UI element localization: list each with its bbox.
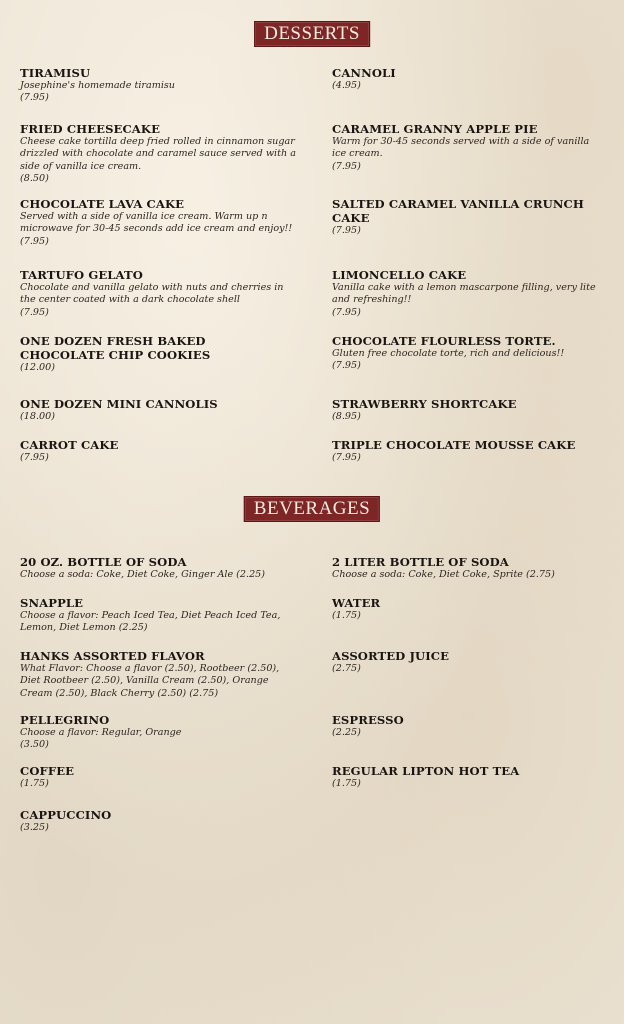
item-name: SALTED CARAMEL VANILLA CRUNCH CAKE <box>332 197 584 225</box>
item-description: Warm for 30-45 seconds served with a side of vanilla ice cream. <box>332 136 590 160</box>
item-name: CANNOLI <box>332 66 396 80</box>
item-description: Gluten free chocolate torte, rich and delicious!! <box>332 348 565 359</box>
desserts-heading: DESSERTS <box>254 21 370 47</box>
menu-item-2-liter-soda <box>332 555 604 581</box>
item-name: SNAPPLE <box>20 596 84 610</box>
menu-item-coffee <box>20 764 302 790</box>
menu-item-mini-cannolis <box>20 397 302 423</box>
item-description: Served with a side of vanilla ice cream. Warm up n microwave for 30-45 seconds add ice cream and enjoy!! <box>20 211 293 235</box>
item-name: TIRAMISU <box>20 66 91 80</box>
item-price: (1.75) <box>332 610 361 621</box>
menu-item-tiramisu <box>20 66 302 105</box>
menu-item-20oz-soda <box>20 555 302 581</box>
item-description: Choose a soda: Coke, Diet Coke, Ginger Ale (2.25) <box>20 569 266 580</box>
item-name: CHOCOLATE LAVA CAKE <box>20 197 185 211</box>
item-name: WATER <box>332 596 381 610</box>
item-price: (7.95) <box>20 306 49 318</box>
item-name: COFFEE <box>20 764 75 778</box>
item-description: Josephine's homemade tiramisu <box>20 80 175 91</box>
item-price: (2.25) <box>332 727 361 738</box>
menu-item-pellegrino <box>20 713 302 752</box>
item-name: CARAMEL GRANNY APPLE PIE <box>332 122 538 136</box>
menu-item-chocolate-chip-cookies <box>20 334 290 374</box>
item-price: (3.25) <box>20 822 49 833</box>
menu-item-espresso <box>332 713 604 739</box>
item-name: ONE DOZEN MINI CANNOLIS <box>20 397 218 411</box>
item-name: HANKS ASSORTED FLAVOR <box>20 649 205 663</box>
menu-item-chocolate-lava-cake <box>20 197 302 248</box>
item-price: (7.95) <box>332 452 361 463</box>
item-name: 20 OZ. BOTTLE OF SODA <box>20 555 187 569</box>
item-price: (2.75) <box>332 663 361 674</box>
item-price: (7.95) <box>332 306 361 318</box>
item-name: TARTUFO GELATO <box>20 268 143 282</box>
item-name: LIMONCELLO CAKE <box>332 268 467 282</box>
menu-item-triple-chocolate-mousse-cake <box>332 438 604 464</box>
item-description: Choose a flavor: Peach Iced Tea, Diet Peach Iced Tea, Lemon, Diet Lemon (2.25) <box>20 610 281 634</box>
menu-item-chocolate-flourless-torte <box>332 334 604 373</box>
item-price: (7.95) <box>332 160 361 172</box>
item-name: ESPRESSO <box>332 713 404 727</box>
beverages-heading: BEVERAGES <box>244 496 380 522</box>
item-description: Choose a soda: Coke, Diet Coke, Sprite (2.75) <box>332 569 555 580</box>
item-price: (1.75) <box>20 778 49 789</box>
item-description: Chocolate and vanilla gelato with nuts and cherries in the center coated with a dark chocolate shell <box>20 282 284 306</box>
item-name: STRAWBERRY SHORTCAKE <box>332 397 517 411</box>
menu-item-caramel-granny-apple-pie <box>332 122 604 173</box>
item-price: (3.50) <box>20 739 49 751</box>
item-price: (4.95) <box>332 80 361 91</box>
item-name: 2 LITER BOTTLE OF SODA <box>332 555 509 569</box>
item-description: What Flavor: Choose a flavor (2.50), Rootbeer (2.50), Diet Rootbeer (2.50), Vanilla Cream (2.50), Orange Cream (2.50), Black Cherry (2.50) (2.75) <box>20 663 280 699</box>
menu-item-hanks-assorted-flavor <box>20 649 302 700</box>
item-price: (7.95) <box>20 452 49 463</box>
item-price: (8.95) <box>332 411 361 422</box>
item-name: FRIED CHEESECAKE <box>20 122 161 136</box>
item-price: (18.00) <box>20 411 55 422</box>
item-price: (8.50) <box>20 173 49 185</box>
item-name: ASSORTED JUICE <box>332 649 450 663</box>
item-price: (7.95) <box>332 225 361 236</box>
item-name: REGULAR LIPTON HOT TEA <box>332 764 520 778</box>
menu-item-cannoli <box>332 66 604 92</box>
item-name: CHOCOLATE FLOURLESS TORTE. <box>332 334 556 348</box>
item-price: (12.00) <box>20 362 55 373</box>
menu-item-assorted-juice <box>332 649 604 675</box>
menu-item-tartufo-gelato <box>20 268 302 319</box>
item-name: CAPPUCCINO <box>20 808 112 822</box>
item-name: CARROT CAKE <box>20 438 119 452</box>
item-name: ONE DOZEN FRESH BAKED CHOCOLATE CHIP COOKIES <box>20 334 211 362</box>
item-price: (7.95) <box>20 235 49 247</box>
menu-item-salted-caramel-vanilla-crunch-cake <box>332 197 604 237</box>
menu-item-snapple <box>20 596 302 635</box>
item-name: PELLEGRINO <box>20 713 110 727</box>
menu-item-lipton-hot-tea <box>332 764 604 790</box>
menu-item-water <box>332 596 604 622</box>
item-name: TRIPLE CHOCOLATE MOUSSE CAKE <box>332 438 576 452</box>
item-price: (7.95) <box>20 92 49 104</box>
menu-item-cappuccino <box>20 808 302 834</box>
item-price: (7.95) <box>332 360 361 372</box>
menu-item-limoncello-cake <box>332 268 604 319</box>
item-description: Vanilla cake with a lemon mascarpone filling, very lite and refreshing!! <box>332 282 596 306</box>
menu-item-carrot-cake <box>20 438 302 464</box>
item-price: (1.75) <box>332 778 361 789</box>
item-description: Cheese cake tortilla deep fried rolled in cinnamon sugar drizzled with chocolate and caramel sauce served with a side of vanilla ice cream. <box>20 136 296 172</box>
item-description: Choose a flavor: Regular, Orange <box>20 727 182 738</box>
menu-item-strawberry-shortcake <box>332 397 604 423</box>
menu-item-fried-cheesecake <box>20 122 302 186</box>
